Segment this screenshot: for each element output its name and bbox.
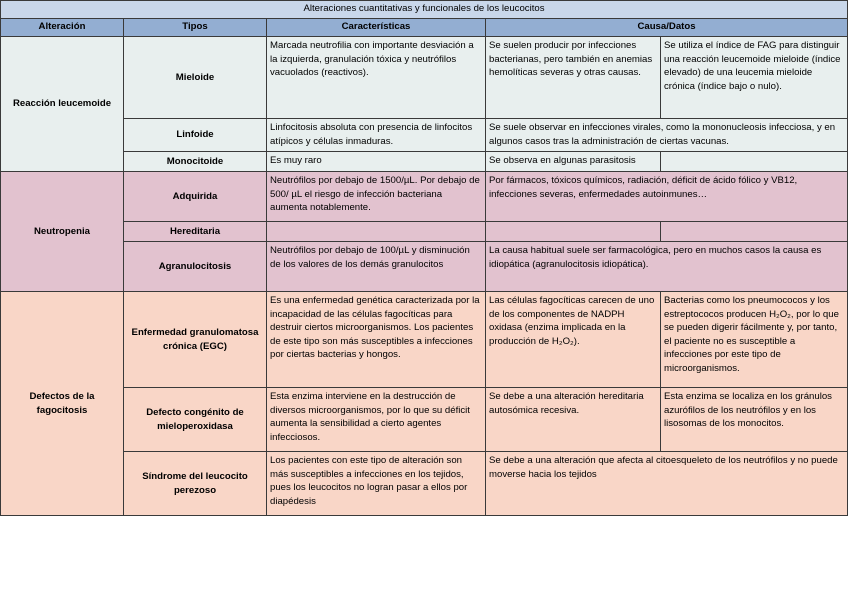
caracteristicas-cell: Neutrófilos por debajo de 100/µL y disminución de los valores de los demás granulocitos — [267, 242, 486, 292]
header-tipos: Tipos — [124, 19, 267, 37]
tipo-egc: Enfermedad granulomatosa crónica (EGC) — [124, 292, 267, 388]
caracteristicas-cell: Esta enzima interviene en la destrucción de diversos microorganismos, por lo que su déficit aumenta la sensibilidad a cierto agentes infecciosos. — [267, 388, 486, 452]
group-reaccion-leucemoide: Reacción leucemoide — [1, 37, 124, 172]
caracteristicas-cell — [267, 222, 486, 242]
causa-cell: Se debe a una alteración que afecta al citoesqueleto de los neutrófilos y no puede moverse hacia los tejidos — [486, 452, 848, 516]
causa-cell: Las células fagocíticas carecen de uno de los componentes de NADPH oxidasa (enzima implicada en la producción de H₂O₂). — [486, 292, 661, 388]
causa-cell: Se suelen producir por infecciones bacterianas, pero también en anemias hemolíticas severas y otras causas. — [486, 37, 661, 119]
datos-cell: Se utiliza el índice de FAG para distinguir una reacción leucemoide mieloide (índice elevado) de una leucemia mieloide crónica (índice bajo o nulo). — [661, 37, 848, 119]
caracteristicas-cell: Marcada neutrofilia con importante desviación a la izquierda, granulación tóxica y neutrófilos vacuolados (reactivos). — [267, 37, 486, 119]
datos-cell — [661, 222, 848, 242]
causa-cell: Por fármacos, tóxicos químicos, radiación, déficit de ácido fólico y VB12, infecciones severas, enfermedades autoinmunes… — [486, 172, 848, 222]
header-caracteristicas: Características — [267, 19, 486, 37]
datos-cell: Esta enzima se localiza en los gránulos azurófilos de los neutrófilos y en los lisosomas de los monocitos. — [661, 388, 848, 452]
tipo-leucocito-perezoso: Síndrome del leucocito perezoso — [124, 452, 267, 516]
group-defectos-fagocitosis: Defectos de la fagocitosis — [1, 292, 124, 516]
caracteristicas-cell: Los pacientes con este tipo de alteración son más susceptibles a infecciones en los tejidos, pues los leucocitos no logran pasar a ellos por diapédesis — [267, 452, 486, 516]
caracteristicas-cell: Neutrófilos por debajo de 1500/µL. Por debajo de 500/ µL el riesgo de infección bacteriana aumenta notablemente. — [267, 172, 486, 222]
causa-cell: Se debe a una alteración hereditaria autosómica recesiva. — [486, 388, 661, 452]
causa-cell — [486, 222, 661, 242]
group-neutropenia: Neutropenia — [1, 172, 124, 292]
datos-cell — [661, 152, 848, 172]
causa-cell: Se suele observar en infecciones virales, como la mononucleosis infecciosa, y en algunos casos tras la administración de ciertas vacunas. — [486, 119, 848, 152]
caracteristicas-cell: Es muy raro — [267, 152, 486, 172]
causa-cell: La causa habitual suele ser farmacológica, pero en muchos casos la causa es idiopática (agranulocitosis idiopática). — [486, 242, 848, 292]
tipo-monocitoide: Monocitoide — [124, 152, 267, 172]
tipo-linfoide: Linfoide — [124, 119, 267, 152]
caracteristicas-cell: Es una enfermedad genética caracterizada por la incapacidad de las células fagocíticas para destruir ciertos microorganismos. Los pacientes de este tipo son más susceptibles a infecciones por ciertas bacterias y hongos. — [267, 292, 486, 388]
datos-cell: Bacterias como los pneumococos y los estreptococos producen H₂O₂, por lo que se pueden digerir fácilmente y, por tanto, el paciente no es susceptible a infecciones por este tipo de microorganismos. — [661, 292, 848, 388]
tipo-hereditaria: Hereditaria — [124, 222, 267, 242]
tipo-adquirida: Adquirida — [124, 172, 267, 222]
table-title: Alteraciones cuantitativas y funcionales de los leucocitos — [1, 1, 848, 19]
caracteristicas-cell: Linfocitosis absoluta con presencia de linfocitos atípicos y células inmaduras. — [267, 119, 486, 152]
causa-cell: Se observa en algunas parasitosis — [486, 152, 661, 172]
tipo-agranulocitosis: Agranulocitosis — [124, 242, 267, 292]
header-causa: Causa/Datos — [486, 19, 848, 37]
header-alteracion: Alteración — [1, 19, 124, 37]
tipo-mieloperoxidasa: Defecto congénito de mieloperoxidasa — [124, 388, 267, 452]
tipo-mieloide: Mieloide — [124, 37, 267, 119]
